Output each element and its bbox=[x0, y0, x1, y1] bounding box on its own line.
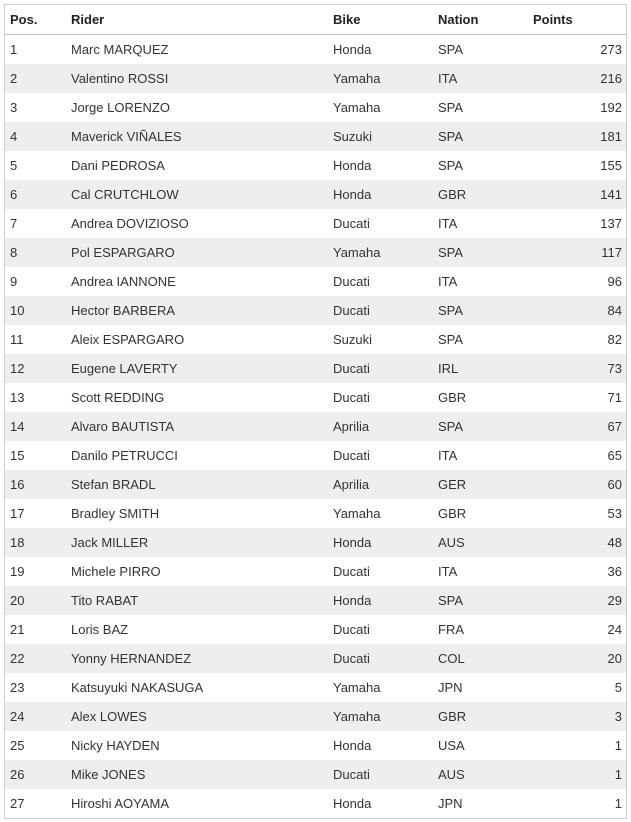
cell-bike: Aprilia bbox=[333, 419, 370, 434]
cell-points: 73 bbox=[607, 361, 622, 376]
cell-pos: 17 bbox=[10, 506, 25, 521]
cell-rider: Tito RABAT bbox=[71, 593, 139, 608]
table-row bbox=[5, 615, 626, 644]
cell-pos: 12 bbox=[10, 361, 25, 376]
cell-nation: SPA bbox=[438, 129, 464, 144]
cell-nation: SPA bbox=[438, 100, 464, 115]
cell-points: 216 bbox=[600, 71, 622, 86]
cell-rider: Andrea DOVIZIOSO bbox=[71, 216, 189, 231]
cell-rider: Aleix ESPARGARO bbox=[71, 332, 185, 347]
header-pos: Pos. bbox=[10, 12, 38, 27]
cell-points: 24 bbox=[607, 622, 622, 637]
cell-points: 5 bbox=[614, 680, 622, 695]
cell-points: 65 bbox=[607, 448, 622, 463]
cell-nation: COL bbox=[438, 651, 465, 666]
cell-pos: 1 bbox=[10, 42, 18, 57]
header-points: Points bbox=[533, 12, 573, 27]
cell-nation: SPA bbox=[438, 158, 464, 173]
cell-nation: FRA bbox=[438, 622, 464, 637]
cell-pos: 9 bbox=[10, 274, 18, 289]
cell-pos: 26 bbox=[10, 767, 25, 782]
table-row bbox=[5, 731, 626, 760]
cell-pos: 20 bbox=[10, 593, 25, 608]
cell-points: 117 bbox=[601, 245, 622, 260]
cell-rider: Nicky HAYDEN bbox=[71, 738, 160, 753]
table-row bbox=[5, 267, 626, 296]
cell-pos: 2 bbox=[10, 71, 18, 86]
table-row bbox=[5, 122, 626, 151]
cell-pos: 3 bbox=[10, 100, 18, 115]
table-row bbox=[5, 673, 626, 702]
cell-nation: SPA bbox=[438, 332, 464, 347]
cell-nation: IRL bbox=[438, 361, 459, 376]
cell-nation: AUS bbox=[438, 535, 465, 550]
cell-pos: 15 bbox=[10, 448, 25, 463]
cell-nation: GBR bbox=[438, 709, 467, 724]
cell-points: 67 bbox=[607, 419, 622, 434]
cell-bike: Yamaha bbox=[333, 245, 381, 260]
cell-points: 36 bbox=[607, 564, 622, 579]
cell-rider: Jack MILLER bbox=[71, 535, 149, 550]
cell-pos: 8 bbox=[10, 245, 18, 260]
cell-bike: Ducati bbox=[333, 564, 370, 579]
cell-rider: Katsuyuki NAKASUGA bbox=[71, 680, 204, 695]
table-row bbox=[5, 586, 626, 615]
cell-pos: 7 bbox=[10, 216, 18, 231]
cell-points: 71 bbox=[607, 390, 622, 405]
cell-rider: Marc MARQUEZ bbox=[71, 42, 169, 57]
cell-nation: AUS bbox=[438, 767, 465, 782]
standings-table bbox=[4, 4, 627, 819]
header-rider: Rider bbox=[71, 12, 105, 27]
cell-pos: 24 bbox=[10, 709, 25, 724]
cell-pos: 18 bbox=[10, 535, 25, 550]
cell-pos: 10 bbox=[10, 303, 25, 318]
cell-nation: SPA bbox=[438, 245, 464, 260]
cell-rider: Scott REDDING bbox=[71, 390, 165, 405]
cell-bike: Aprilia bbox=[333, 477, 370, 492]
cell-rider: Stefan BRADL bbox=[71, 477, 156, 492]
cell-bike: Honda bbox=[333, 738, 372, 753]
table-row bbox=[5, 528, 626, 557]
cell-rider: Hiroshi AOYAMA bbox=[71, 796, 170, 811]
cell-points: 20 bbox=[607, 651, 622, 666]
cell-points: 53 bbox=[607, 506, 622, 521]
cell-bike: Honda bbox=[333, 535, 372, 550]
cell-pos: 13 bbox=[10, 390, 25, 405]
cell-points: 82 bbox=[607, 332, 622, 347]
table-row bbox=[5, 412, 626, 441]
cell-points: 1 bbox=[614, 738, 622, 753]
cell-pos: 16 bbox=[10, 477, 25, 492]
cell-nation: GBR bbox=[438, 506, 467, 521]
cell-nation: ITA bbox=[438, 274, 458, 289]
cell-rider: Yonny HERNANDEZ bbox=[71, 651, 192, 666]
cell-points: 1 bbox=[614, 767, 622, 782]
cell-points: 141 bbox=[600, 187, 622, 202]
cell-pos: 19 bbox=[10, 564, 25, 579]
cell-bike: Honda bbox=[333, 593, 372, 608]
cell-bike: Ducati bbox=[333, 390, 370, 405]
cell-bike: Honda bbox=[333, 158, 372, 173]
cell-pos: 22 bbox=[10, 651, 25, 666]
cell-rider: Maverick VIÑALES bbox=[71, 129, 182, 144]
cell-rider: Danilo PETRUCCI bbox=[71, 448, 178, 463]
cell-rider: Mike JONES bbox=[71, 767, 146, 782]
table-row bbox=[5, 209, 626, 238]
cell-pos: 21 bbox=[10, 622, 25, 637]
cell-bike: Yamaha bbox=[333, 506, 381, 521]
table-row bbox=[5, 383, 626, 412]
cell-nation: SPA bbox=[438, 593, 464, 608]
cell-rider: Eugene LAVERTY bbox=[71, 361, 178, 376]
cell-points: 48 bbox=[607, 535, 622, 550]
cell-points: 84 bbox=[607, 303, 622, 318]
table-row bbox=[5, 354, 626, 383]
cell-pos: 5 bbox=[10, 158, 18, 173]
cell-pos: 25 bbox=[10, 738, 25, 753]
cell-bike: Suzuki bbox=[333, 332, 373, 347]
cell-bike: Yamaha bbox=[333, 71, 381, 86]
table-row bbox=[5, 470, 626, 499]
cell-points: 137 bbox=[600, 216, 622, 231]
cell-nation: JPN bbox=[438, 796, 463, 811]
cell-points: 1 bbox=[614, 796, 622, 811]
cell-nation: USA bbox=[438, 738, 465, 753]
table-row bbox=[5, 93, 626, 122]
table-row bbox=[5, 180, 626, 209]
cell-bike: Honda bbox=[333, 42, 372, 57]
cell-nation: ITA bbox=[438, 448, 458, 463]
cell-pos: 6 bbox=[10, 187, 18, 202]
cell-bike: Yamaha bbox=[333, 709, 381, 724]
cell-points: 29 bbox=[607, 593, 622, 608]
cell-nation: ITA bbox=[438, 216, 458, 231]
table-row bbox=[5, 441, 626, 470]
cell-bike: Ducati bbox=[333, 216, 370, 231]
cell-bike: Ducati bbox=[333, 622, 370, 637]
table-row bbox=[5, 789, 626, 818]
cell-pos: 4 bbox=[10, 129, 18, 144]
cell-rider: Jorge LORENZO bbox=[71, 100, 170, 115]
cell-rider: Hector BARBERA bbox=[71, 303, 176, 318]
cell-rider: Andrea IANNONE bbox=[71, 274, 176, 289]
cell-bike: Ducati bbox=[333, 274, 370, 289]
cell-rider: Loris BAZ bbox=[71, 622, 129, 637]
table-row bbox=[5, 702, 626, 731]
cell-nation: ITA bbox=[438, 564, 458, 579]
cell-points: 181 bbox=[600, 129, 622, 144]
cell-rider: Michele PIRRO bbox=[71, 564, 161, 579]
cell-points: 155 bbox=[600, 158, 622, 173]
table-row bbox=[5, 760, 626, 789]
table-row bbox=[5, 644, 626, 673]
cell-rider: Dani PEDROSA bbox=[71, 158, 165, 173]
table-row bbox=[5, 325, 626, 354]
table-row bbox=[5, 35, 626, 64]
cell-points: 96 bbox=[607, 274, 622, 289]
cell-points: 3 bbox=[614, 709, 622, 724]
cell-rider: Pol ESPARGARO bbox=[71, 245, 175, 260]
cell-rider: Cal CRUTCHLOW bbox=[71, 187, 179, 202]
cell-bike: Ducati bbox=[333, 651, 370, 666]
table-row bbox=[5, 499, 626, 528]
cell-bike: Honda bbox=[333, 187, 372, 202]
table-row bbox=[5, 64, 626, 93]
cell-bike: Yamaha bbox=[333, 100, 381, 115]
cell-points: 273 bbox=[600, 42, 622, 57]
cell-bike: Ducati bbox=[333, 767, 370, 782]
cell-nation: SPA bbox=[438, 42, 464, 57]
cell-pos: 23 bbox=[10, 680, 25, 695]
cell-bike: Suzuki bbox=[333, 129, 373, 144]
cell-nation: SPA bbox=[438, 419, 464, 434]
table-body bbox=[5, 35, 626, 818]
cell-points: 192 bbox=[600, 100, 622, 115]
table-row bbox=[5, 296, 626, 325]
cell-rider: Alex LOWES bbox=[71, 709, 147, 724]
table-row bbox=[5, 557, 626, 586]
cell-nation: GBR bbox=[438, 390, 467, 405]
cell-nation: GBR bbox=[438, 187, 467, 202]
cell-pos: 27 bbox=[10, 796, 25, 811]
table-header bbox=[5, 5, 626, 35]
header-nation: Nation bbox=[438, 12, 479, 27]
cell-rider: Valentino ROSSI bbox=[71, 71, 169, 86]
cell-bike: Ducati bbox=[333, 448, 370, 463]
cell-bike: Yamaha bbox=[333, 680, 381, 695]
cell-pos: 14 bbox=[10, 419, 25, 434]
table-row bbox=[5, 238, 626, 267]
cell-nation: SPA bbox=[438, 303, 464, 318]
cell-rider: Alvaro BAUTISTA bbox=[71, 419, 175, 434]
cell-bike: Honda bbox=[333, 796, 372, 811]
table-row bbox=[5, 151, 626, 180]
cell-pos: 11 bbox=[10, 332, 24, 347]
cell-nation: GER bbox=[438, 477, 467, 492]
cell-nation: JPN bbox=[438, 680, 463, 695]
cell-points: 60 bbox=[607, 477, 622, 492]
cell-nation: ITA bbox=[438, 71, 458, 86]
header-bike: Bike bbox=[333, 12, 361, 27]
cell-rider: Bradley SMITH bbox=[71, 506, 160, 521]
cell-bike: Ducati bbox=[333, 303, 370, 318]
cell-bike: Ducati bbox=[333, 361, 370, 376]
